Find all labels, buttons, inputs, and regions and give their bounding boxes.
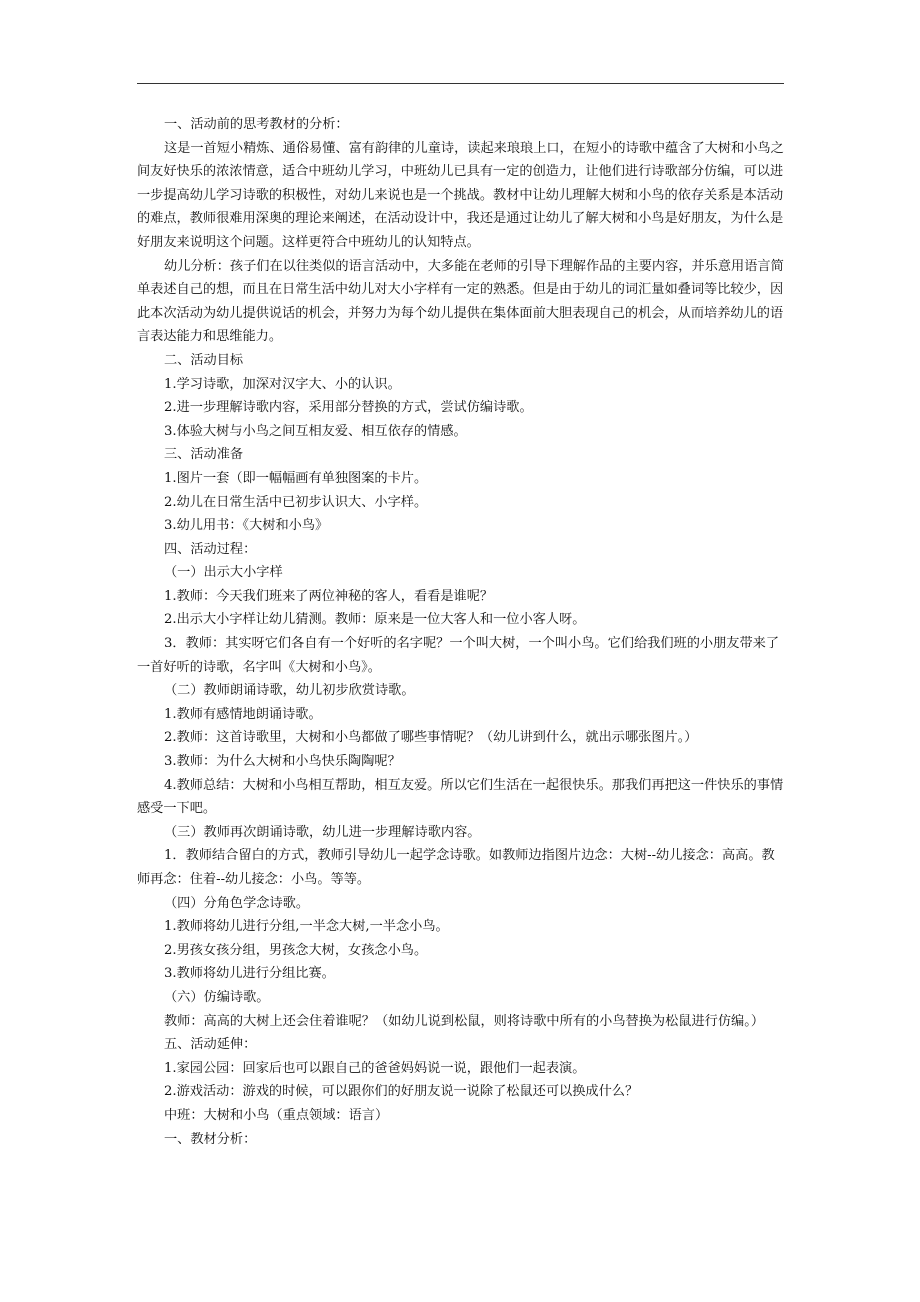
document-body (137, 113, 787, 1151)
paragraph: 4.教师总结：大树和小鸟相互帮助，相互友爱。所以它们生活在一起很快乐。那我们再把这一件快乐的事情感受一下吧。 (137, 777, 784, 817)
paragraph: （三）教师再次朗诵诗歌，幼儿进一步理解诗歌内容。 (164, 824, 481, 840)
paragraph: 这是一首短小精炼、通俗易懂、富有韵律的儿童诗，读起来琅琅上口，在短小的诗歌中蕴含了大树和小鸟之间友好快乐的浓浓情意，适合中班幼儿学习，中班幼儿已具有一定的创造力，让他们进行诗歌部分仿编，可以进一步提高幼儿学习诗歌的积极性，对幼儿来说也是一个挑战。教材中让幼儿理解大树和小鸟的依存关系是本活动的难点，教师很难用深奥的理论来阐述，在活动设计中，我还是通过让幼儿了解大树和小鸟是好朋友，为什么是好朋友来说明这个问题。这样更符合中班幼儿的认知特点。 (137, 140, 784, 250)
paragraph: 3.体验大树与小鸟之间互相友爱、相互依存的情感。 (164, 423, 467, 439)
paragraph: 四、活动过程： (164, 541, 257, 557)
paragraph: 一、活动前的思考教材的分析： (164, 117, 349, 132)
paragraph: （二）教师朗诵诗歌，幼儿初步欣赏诗歌。 (164, 683, 415, 699)
paragraph: 2.幼儿在日常生活中已初步认识大、小字样。 (164, 494, 428, 510)
paragraph: 3.教师将幼儿进行分组比赛。 (164, 966, 335, 982)
paragraph: 1.教师有感情地朗诵诗歌。 (164, 706, 322, 722)
paragraph: 2.游戏活动：游戏的时候，可以跟你们的好朋友说一说除了松鼠还可以换成什么？ (164, 1084, 639, 1100)
paragraph: 中班：大树和小鸟（重点领域：语言） (164, 1107, 389, 1123)
paragraph: 2.男孩女孩分组，男孩念大树，女孩念小鸟。 (164, 942, 428, 958)
paragraph: （一）出示大小字样 (164, 565, 283, 581)
paragraph: 1.教师将幼儿进行分组,一半念大树,一半念小鸟。 (164, 919, 449, 935)
paragraph: 3.幼儿用书：《大树和小鸟》 (164, 518, 329, 534)
paragraph: 2.教师：这首诗歌里，大树和小鸟都做了哪些事情呢？（幼儿讲到什么，就出示哪张图片。） (164, 730, 698, 746)
header-rule (137, 83, 784, 84)
paragraph: 1.学习诗歌，加深对汉字大、小的认识。 (164, 376, 401, 392)
paragraph: 2.进一步理解诗歌内容，采用部分替换的方式，尝试仿编诗歌。 (164, 400, 533, 416)
paragraph: （四）分角色学念诗歌。 (164, 895, 310, 911)
paragraph: 1.教师：今天我们班来了两位神秘的客人，看看是谁呢？ (164, 588, 494, 604)
paragraph: 1.家园公园：回家后也可以跟自己的爸爸妈妈说一说，跟他们一起表演。 (164, 1060, 586, 1076)
paragraph: 1.图片一套（即一幅幅画有单独图案的卡片。 (164, 470, 428, 486)
paragraph: 一、教材分析： (164, 1131, 257, 1147)
paragraph: 1．教师结合留白的方式，教师引导幼儿一起学念诗歌。如教师边指图片边念：大树--幼儿接念：高高。教师再念：住着--幼儿接念：小鸟。等等。 (137, 848, 775, 887)
paragraph: 2.出示大小字样让幼儿猜测。教师：原来是一位大客人和一位小客人呀。 (164, 612, 586, 628)
paragraph: 3．教师：其实呀它们各自有一个好听的名字呢？一个叫大树，一个叫小鸟。它们给我们班的小朋友带来了一首好听的诗歌，名字叫《大树和小鸟》。 (137, 636, 780, 675)
paragraph: 二、活动目标 (164, 352, 244, 368)
paragraph: 3.教师：为什么大树和小鸟快乐陶陶呢？ (164, 754, 401, 770)
paragraph: 幼儿分析：孩子们在以往类似的语言活动中，大多能在老师的引导下理解作品的主要内容，并乐意用语言简单表述自己的想，而且在日常生活中幼儿对大小字样有一定的熟悉。但是由于幼儿的词汇量如叠词等比较少，因此本次活动为幼儿提供说话的机会，并努力为每个幼儿提供在集体面前大胆表现自己的机会，从而培养幼儿的语言表达能力和思维能力。 (137, 258, 784, 345)
paragraph: 教师：高高的大树上还会住着谁呢？（如幼儿说到松鼠，则将诗歌中所有的小鸟替换为松鼠进行仿编。） (164, 1013, 765, 1029)
paragraph: 三、活动准备 (164, 447, 244, 463)
paragraph: （六）仿编诗歌。 (164, 989, 270, 1005)
paragraph: 五、活动延伸： (164, 1037, 257, 1053)
